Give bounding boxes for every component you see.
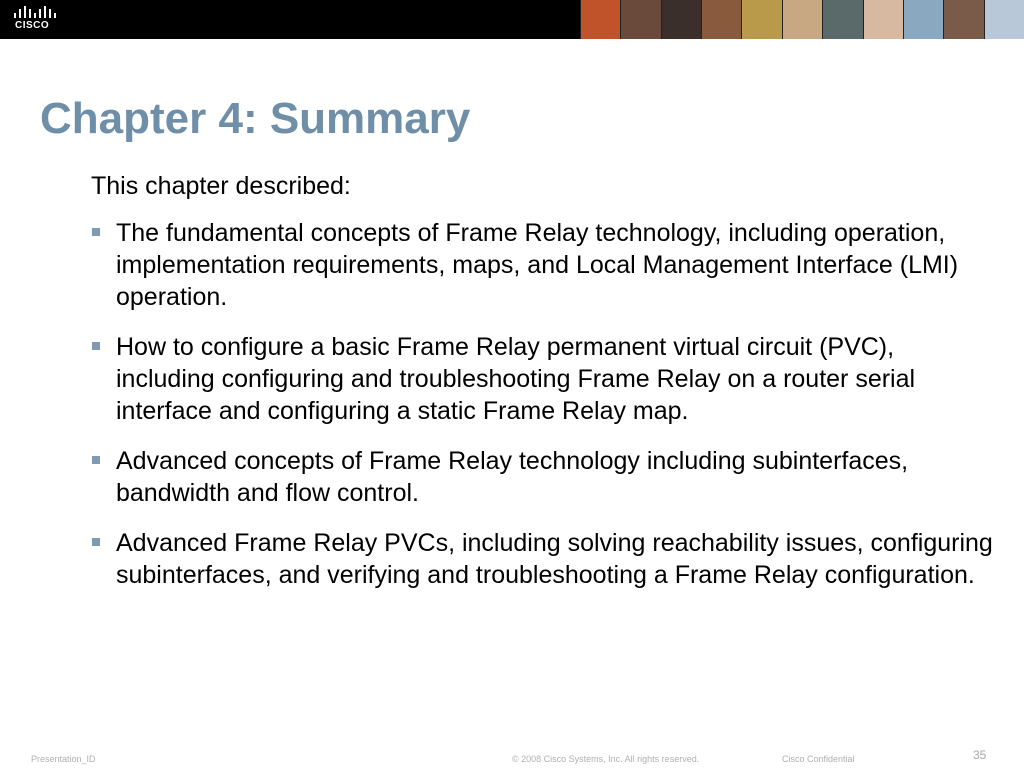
list-item	[91, 217, 996, 313]
presentation-id: Presentation_ID	[31, 754, 96, 764]
bullet-text: The fundamental concepts of Frame Relay technology, including operation, implementation requirements, maps, and Local Management Interface (LMI) operation.	[116, 219, 959, 311]
list-item	[91, 527, 996, 591]
slide-title: Chapter 4: Summary	[40, 94, 471, 143]
square-bullet-icon	[92, 538, 100, 546]
portrait-icon	[984, 0, 1024, 39]
header-bar	[0, 0, 1024, 39]
portrait-icon	[943, 0, 983, 39]
portrait-icon	[822, 0, 862, 39]
cisco-wordmark: CISCO	[15, 20, 50, 31]
list-item	[91, 445, 996, 509]
list-item	[91, 331, 996, 427]
cisco-bars-icon	[13, 6, 57, 20]
photo-collage-icon	[580, 0, 620, 39]
page-number: 35	[973, 748, 987, 762]
cisco-logo	[13, 6, 57, 34]
square-bullet-icon	[92, 342, 100, 350]
portrait-icon	[661, 0, 701, 39]
bullet-text: How to configure a basic Frame Relay permanent virtual circuit (PVC), including configuring and troubleshooting Frame Relay on a router serial interface and configuring a static Frame Relay map.	[116, 333, 916, 425]
bullet-list	[91, 217, 996, 591]
square-bullet-icon	[92, 456, 100, 464]
bullet-text: Advanced Frame Relay PVCs, including solving reachability issues, configuring subinterfaces, and verifying and troubleshooting a Frame Relay configuration.	[116, 529, 993, 589]
slide-body	[91, 170, 996, 609]
portrait-icon	[863, 0, 903, 39]
intro-text: This chapter described:	[91, 172, 351, 200]
photo-strip	[580, 0, 1024, 39]
square-bullet-icon	[92, 228, 100, 236]
confidential-label: Cisco Confidential	[782, 754, 855, 764]
copyright-notice: © 2008 Cisco Systems, Inc. All rights reserved.	[512, 754, 700, 764]
portrait-icon	[741, 0, 781, 39]
portrait-icon	[782, 0, 822, 39]
footer	[0, 750, 1024, 768]
portrait-icon	[701, 0, 741, 39]
portrait-icon	[620, 0, 660, 39]
bullet-text: Advanced concepts of Frame Relay technology including subinterfaces, bandwidth and flow control.	[116, 447, 909, 507]
portrait-icon	[903, 0, 943, 39]
